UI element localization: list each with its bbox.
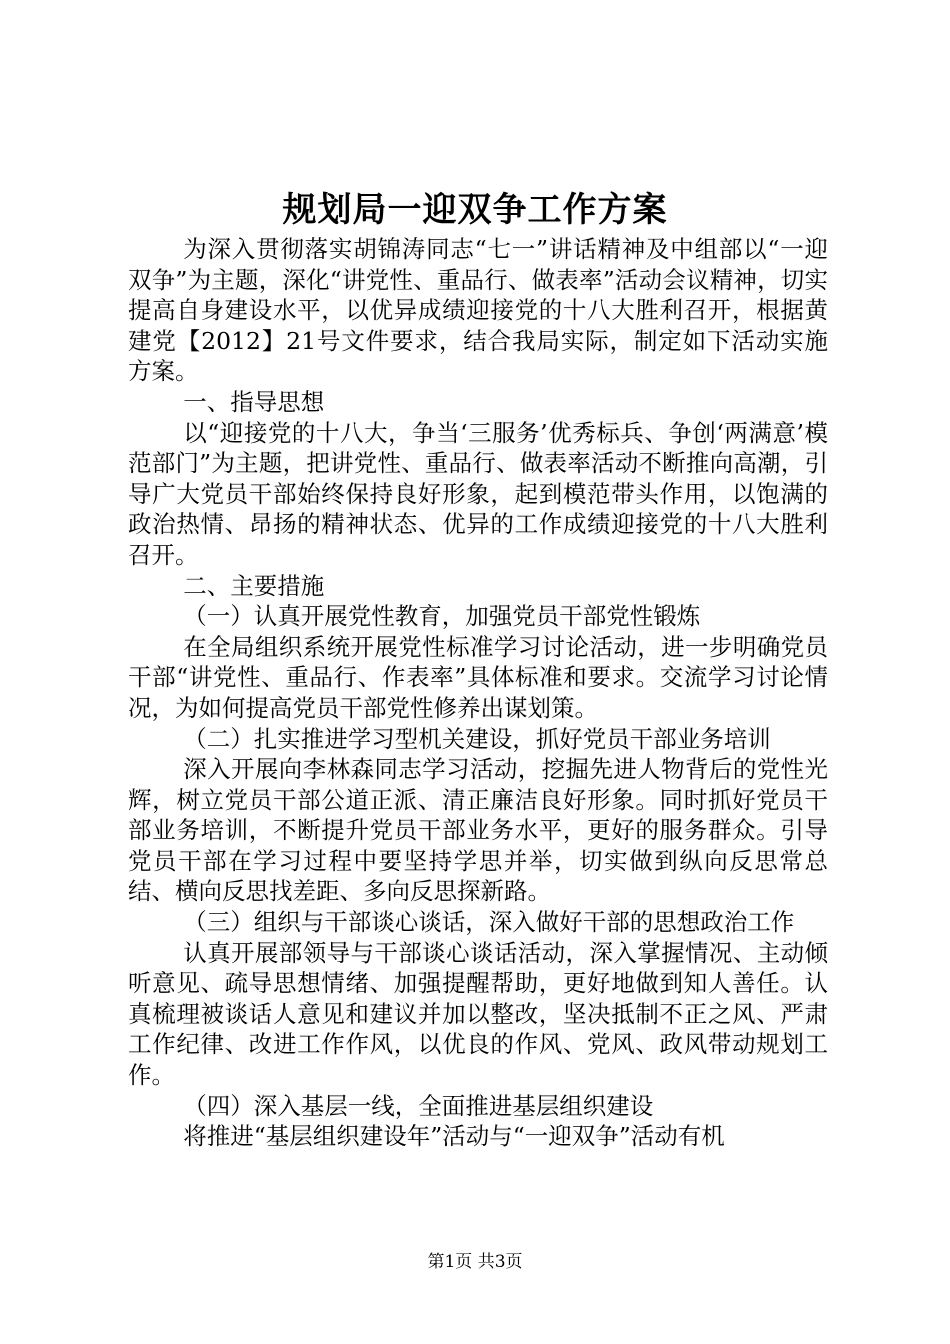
paragraph-measure-1: 在全局组织系统开展党性标准学习讨论活动，进一步明确党员干部“讲党性、重品行、作表率”具体标准和要求。交流学习讨论情况，为如何提高党员干部党性修养出谋划策。 [128,632,828,722]
page-footer: 第1页 共3页 [427,1252,523,1272]
subheading-measure-1: （一）认真开展党性教育，加强党员干部党性锻炼 [183,602,701,631]
paragraph-measure-3: 认真开展部领导与干部谈心谈话活动，深入掌握情况、主动倾听意见、疏导思想情绪、加强提醒帮助，更好地做到知人善任。认真梳理被谈话人意见和建议并加以整改，坚决抵制不正之风、严肃工作纪律、改进工作作风，以优良的作风、党风、政风带动规划工作。 [128,938,828,1090]
subheading-measure-3: （三）组织与干部谈心谈话，深入做好干部的思想政治工作 [183,908,795,937]
subheading-measure-2: （二）扎实推进学习型机关建设，抓好党员干部业务培训 [183,724,771,753]
heading-guiding-ideology: 一、指导思想 [183,387,325,416]
paragraph-measure-4: 将推进“基层组织建设年”活动与“一迎双争”活动有机 [183,1122,725,1151]
document-body [128,234,828,1152]
subheading-measure-4: （四）深入基层一线，全面推进基层组织建设 [183,1091,654,1120]
heading-main-measures: 二、主要措施 [183,571,325,600]
document-title: 规划局一迎双争工作方案 [282,190,668,230]
paragraph-intro: 为深入贯彻落实胡锦涛同志“七一”讲话精神及中组部以“一迎双争”为主题，深化“讲党性、重品行、做表率”活动会议精神，切实提高自身建设水平，以优异成绩迎接党的十八大胜利召开，根据黄建党【2012】21号文件要求，结合我局实际，制定如下活动实施方案。 [128,235,828,386]
paragraph-measure-2: 深入开展向李林森同志学习活动，挖掘先进人物背后的党性光辉，树立党员干部公道正派、清正廉洁良好形象。同时抓好党员干部业务培训，不断提升党员干部业务水平，更好的服务群众。引导党员干部在学习过程中要坚持学思并举，切实做到纵向反思常总结、横向反思找差距、多向反思探新路。 [128,755,828,906]
paragraph-guiding-ideology: 以“迎接党的十八大，争当‘三服务’优秀标兵、争创‘两满意’模范部门”为主题，把讲党性、重品行、做表率活动不断推向高潮，引导广大党员干部始终保持良好形象，起到模范带头作用，以饱满的政治热情、昂扬的精神状态、优异的工作成绩迎接党的十八大胜利召开。 [128,418,828,569]
